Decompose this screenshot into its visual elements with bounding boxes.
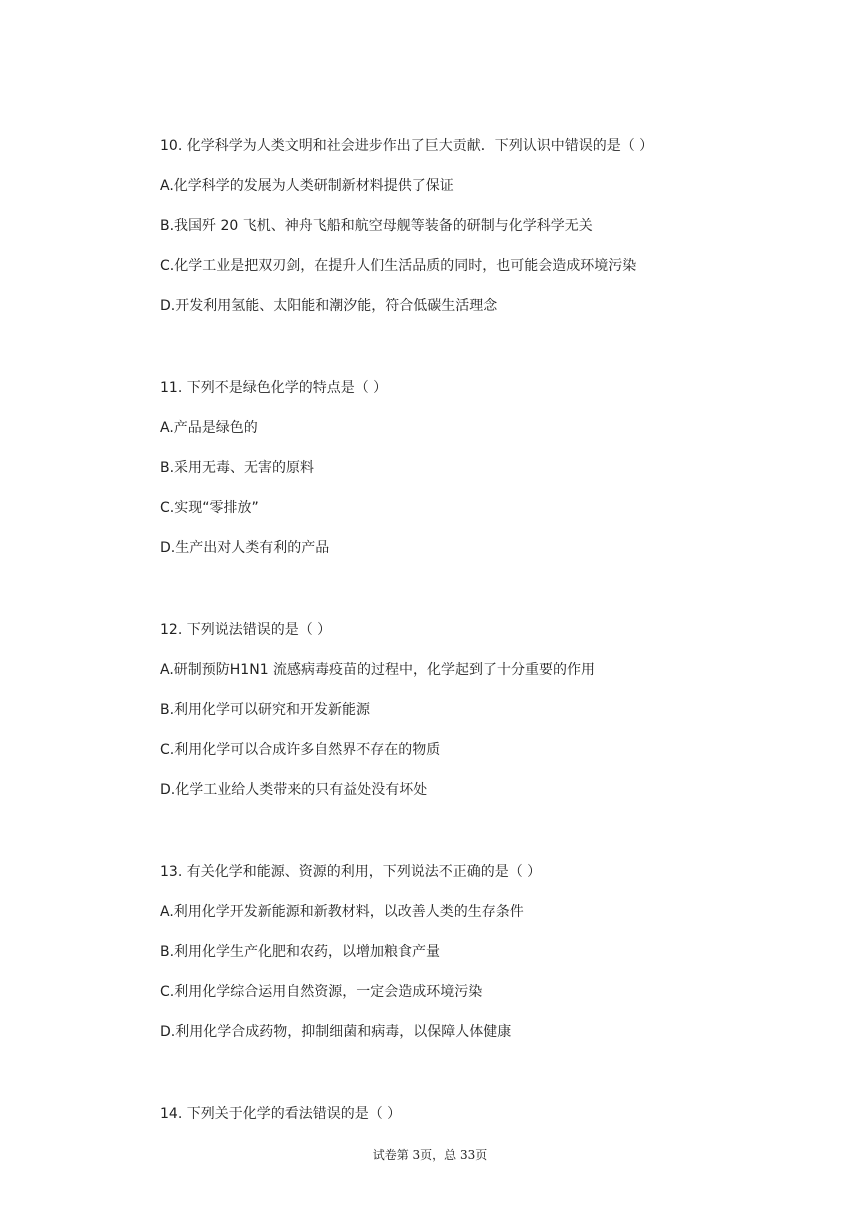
question-11 bbox=[160, 378, 780, 558]
option-d: D.开发利用氢能、太阳能和潮汐能，符合低碳生活理念 bbox=[160, 298, 498, 314]
option-b: B.采用无毒、无害的原料 bbox=[160, 460, 315, 476]
option-a: A.产品是绿色的 bbox=[160, 420, 258, 436]
question-10 bbox=[160, 136, 780, 316]
option-d: D.利用化学合成药物，抑制细菌和病毒，以保障人体健康 bbox=[160, 1024, 512, 1040]
question-stem: 11. 下列不是绿色化学的特点是（ ） bbox=[160, 380, 388, 396]
option-b: B.我国歼 20 飞机、神舟飞船和航空母舰等装备的研制与化学科学无关 bbox=[160, 218, 593, 234]
option-c: C.利用化学综合运用自然资源，一定会造成环境污染 bbox=[160, 984, 483, 1000]
question-13 bbox=[160, 862, 780, 1042]
option-b: B.利用化学可以研究和开发新能源 bbox=[160, 702, 371, 718]
option-c: C.化学工业是把双刃剑，在提升人们生活品质的同时，也可能会造成环境污染 bbox=[160, 258, 637, 274]
option-d: D.化学工业给人类带来的只有益处没有坏处 bbox=[160, 782, 428, 798]
question-stem: 12. 下列说法错误的是（ ） bbox=[160, 622, 332, 638]
page-footer: 试卷第 3页，总 33页 bbox=[372, 1148, 488, 1162]
question-stem: 10. 化学科学为人类文明和社会进步作出了巨大贡献．下列认识中错误的是（ ） bbox=[160, 138, 654, 154]
question-12 bbox=[160, 620, 780, 800]
option-c: C.利用化学可以合成许多自然界不存在的物质 bbox=[160, 742, 441, 758]
option-d: D.生产出对人类有利的产品 bbox=[160, 540, 330, 556]
question-stem: 14. 下列关于化学的看法错误的是（ ） bbox=[160, 1106, 402, 1122]
option-c: C.实现“零排放” bbox=[160, 500, 259, 516]
option-b: B.利用化学生产化肥和农药，以增加粮食产量 bbox=[160, 944, 441, 960]
question-14 bbox=[160, 1104, 780, 1144]
option-a: A.化学科学的发展为人类研制新材料提供了保证 bbox=[160, 178, 454, 194]
question-stem: 13. 有关化学和能源、资源的利用，下列说法不正确的是（ ） bbox=[160, 864, 542, 880]
option-a: A.研制预防H1N1 流感病毒疫苗的过程中，化学起到了十分重要的作用 bbox=[160, 662, 596, 678]
option-a: A.利用化学开发新能源和新教材料，以改善人类的生存条件 bbox=[160, 904, 524, 920]
